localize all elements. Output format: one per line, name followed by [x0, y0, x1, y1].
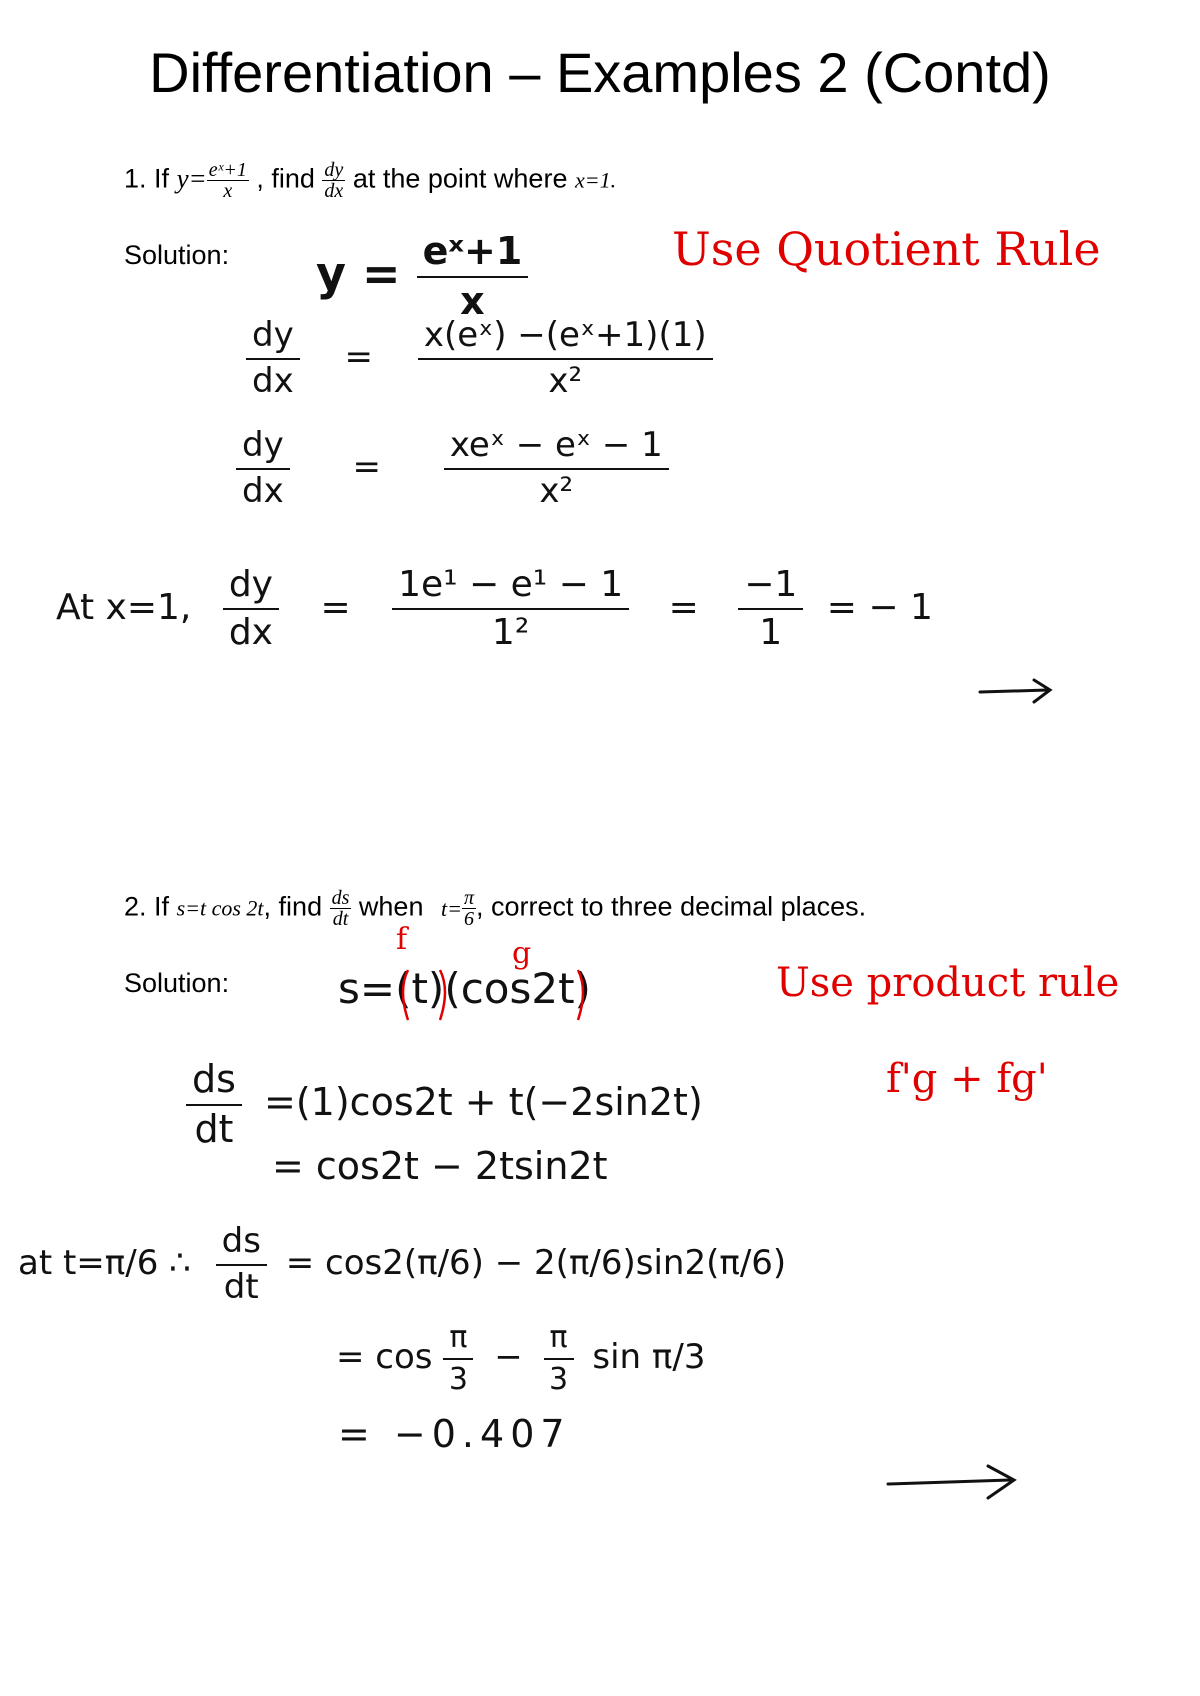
- fraction-numerator: x(eˣ) −(eˣ+1)(1): [418, 318, 713, 360]
- continue-arrow-icon: [888, 1466, 1014, 1498]
- fraction-denominator: dt: [194, 1106, 234, 1151]
- fraction-numerator: dy: [246, 318, 300, 360]
- question-text: , find: [256, 163, 315, 194]
- fraction-numerator: dy: [324, 159, 344, 181]
- fraction-denominator: 3: [448, 1361, 468, 1397]
- question-text: , find: [263, 891, 323, 922]
- question-text: If: [154, 163, 170, 194]
- fraction-denominator: 1²: [491, 611, 530, 653]
- question-number: 1.: [124, 163, 147, 194]
- handwritten-text: =: [344, 337, 374, 378]
- question-text: at the point where: [352, 163, 568, 194]
- handwritten-text: sin π/3: [592, 1337, 706, 1377]
- handwritten-note: f'g + fg': [886, 1056, 1048, 1102]
- handwritten-label-g: g: [512, 936, 532, 971]
- handwritten-text: = cos2(π/6) − 2(π/6)sin2(π/6): [285, 1243, 787, 1284]
- fraction-denominator: x: [223, 180, 233, 202]
- fraction-numerator: π: [443, 1322, 473, 1360]
- fraction-denominator: x²: [548, 360, 583, 401]
- fraction-denominator: x²: [539, 470, 574, 511]
- fraction-denominator: dt: [223, 1266, 259, 1307]
- handwritten-text: at t=π/6 ∴: [18, 1243, 191, 1284]
- fraction-numerator: −1: [738, 566, 803, 610]
- fraction-denominator: dx: [324, 180, 344, 202]
- bracket-mark-icon: [403, 970, 583, 1020]
- fraction-numerator: π: [463, 887, 474, 909]
- question-text: when: [358, 891, 424, 922]
- fraction-denominator: dx: [228, 611, 273, 653]
- handwritten-text: At x=1,: [56, 586, 192, 628]
- handwritten-text: =: [320, 586, 351, 628]
- fraction-numerator: 1e¹ − e¹ − 1: [392, 566, 629, 610]
- handwritten-text: = cos: [336, 1337, 433, 1377]
- solution-label: Solution:: [124, 968, 230, 998]
- handwritten-text: =: [668, 586, 699, 628]
- question-number: 2.: [124, 891, 147, 922]
- handwritten-text: −: [494, 1337, 523, 1377]
- fraction-numerator: dy: [223, 566, 279, 610]
- continue-arrow-icon: [980, 680, 1050, 702]
- handwritten-line: s=(t)(cos2t): [338, 964, 591, 1013]
- handwritten-note: Use Quotient Rule: [672, 222, 1101, 276]
- solution-label: Solution:: [124, 240, 230, 270]
- fraction-numerator: ds: [331, 887, 350, 909]
- math-expression: x=1.: [574, 167, 617, 193]
- handwritten-text: =(1)cos2t + t(−2sin2t): [264, 1080, 703, 1125]
- fraction-denominator: 1: [759, 611, 783, 653]
- fraction-denominator: 6: [463, 908, 474, 930]
- fraction-denominator: dt: [332, 908, 349, 930]
- fraction-denominator: dx: [252, 360, 294, 401]
- handwritten-line: = cos2t − 2tsin2t: [272, 1144, 608, 1188]
- question-text: , correct to three decimal places.: [475, 891, 867, 922]
- fraction-denominator: dx: [242, 470, 284, 511]
- page-title: Differentiation – Examples 2 (Contd): [149, 41, 1051, 104]
- fraction-numerator: xeˣ − eˣ − 1: [444, 428, 669, 470]
- math-expression: t=: [440, 895, 462, 921]
- fraction-numerator: ds: [216, 1224, 267, 1266]
- handwritten-line: = −0.407: [338, 1412, 571, 1456]
- fraction-denominator: x: [460, 278, 485, 323]
- fraction-numerator: eˣ+1: [208, 159, 247, 181]
- math-expression: y=: [176, 163, 207, 194]
- fraction-numerator: eˣ+1: [417, 232, 529, 278]
- math-expression: s=t cos 2t: [176, 895, 264, 921]
- handwritten-text: y =: [316, 246, 401, 301]
- fraction-numerator: dy: [236, 428, 290, 470]
- fraction-denominator: 3: [549, 1361, 569, 1397]
- fraction-numerator: π: [544, 1322, 574, 1360]
- handwritten-label-f: f: [396, 922, 408, 957]
- handwritten-text: = − 1: [826, 586, 933, 628]
- question-text: If: [154, 891, 170, 922]
- fraction-numerator: ds: [186, 1060, 242, 1106]
- handwritten-text: =: [352, 447, 382, 488]
- handwritten-note: Use product rule: [776, 960, 1120, 1006]
